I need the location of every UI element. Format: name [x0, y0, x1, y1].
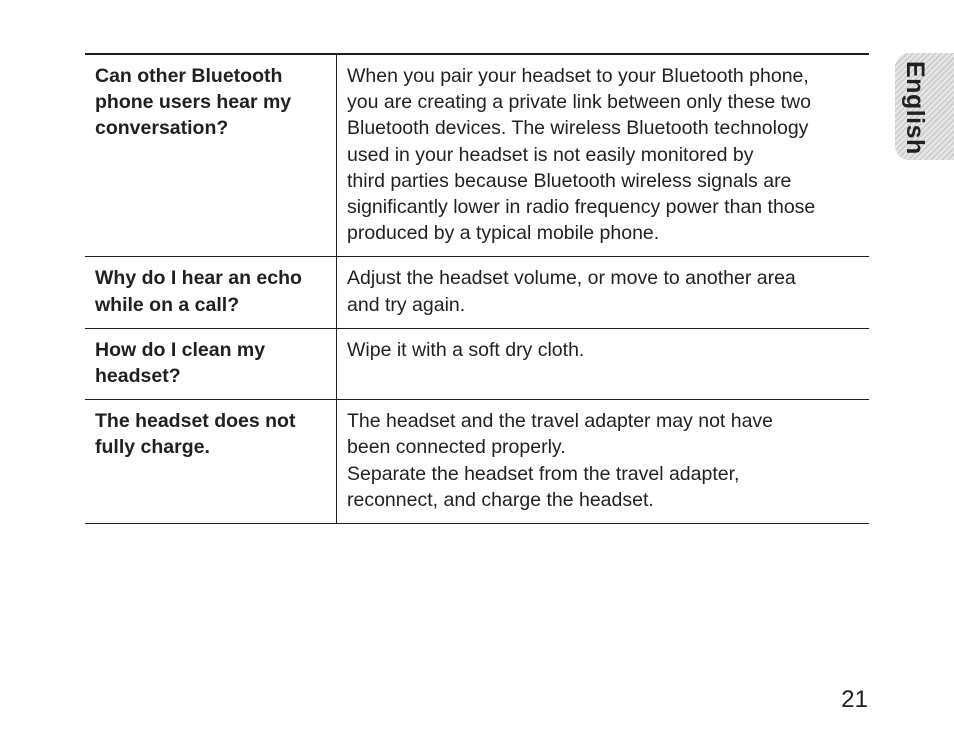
language-tab	[895, 53, 954, 160]
faq-question	[85, 329, 337, 399]
question-line: phone users hear my	[95, 91, 292, 114]
question-line: while on a call?	[95, 293, 240, 316]
answer-line: and try again.	[347, 293, 466, 316]
answer-line: used in your headset is not easily monitored by	[347, 143, 754, 166]
faq-answer	[337, 400, 869, 523]
question-line: conversation?	[95, 117, 229, 140]
answer-line: Wipe it with a soft dry cloth.	[347, 338, 585, 361]
answer-line: Bluetooth devices. The wireless Bluetooth technology	[347, 117, 809, 140]
faq-row	[85, 257, 869, 328]
answer-line: Separate the headset from the travel adapter,	[347, 462, 740, 485]
question-line: Why do I hear an echo	[95, 267, 302, 290]
faq-row	[85, 400, 869, 524]
faq-question	[85, 55, 337, 256]
answer-line: When you pair your headset to your Bluetooth phone,	[347, 65, 809, 87]
faq-table	[85, 53, 869, 524]
faq-row	[85, 329, 869, 400]
question-line: How do I clean my	[95, 338, 266, 361]
answer-line: you are creating a private link between only these two	[347, 91, 811, 114]
answer-line: been connected properly.	[347, 436, 566, 459]
answer-line: Adjust the headset volume, or move to another area	[347, 267, 796, 290]
language-tab-label: English	[901, 61, 929, 155]
answer-line: The headset and the travel adapter may not have	[347, 410, 774, 433]
question-line: The headset does not	[95, 410, 296, 433]
answer-line: third parties because Bluetooth wireless signals are	[347, 169, 792, 192]
question-line: fully charge.	[95, 436, 210, 459]
answer-line: reconnect, and charge the headset.	[347, 488, 654, 511]
answer-line: significantly lower in radio frequency power than those	[347, 196, 816, 219]
faq-row	[85, 55, 869, 257]
faq-question	[85, 400, 337, 523]
faq-question	[85, 257, 337, 327]
faq-answer	[337, 257, 869, 327]
faq-answer	[337, 329, 869, 399]
question-line: headset?	[95, 365, 181, 388]
question-line: Can other Bluetooth	[95, 65, 283, 87]
faq-answer	[337, 55, 869, 256]
page-number: 21	[841, 686, 868, 713]
answer-line: produced by a typical mobile phone.	[347, 222, 660, 245]
